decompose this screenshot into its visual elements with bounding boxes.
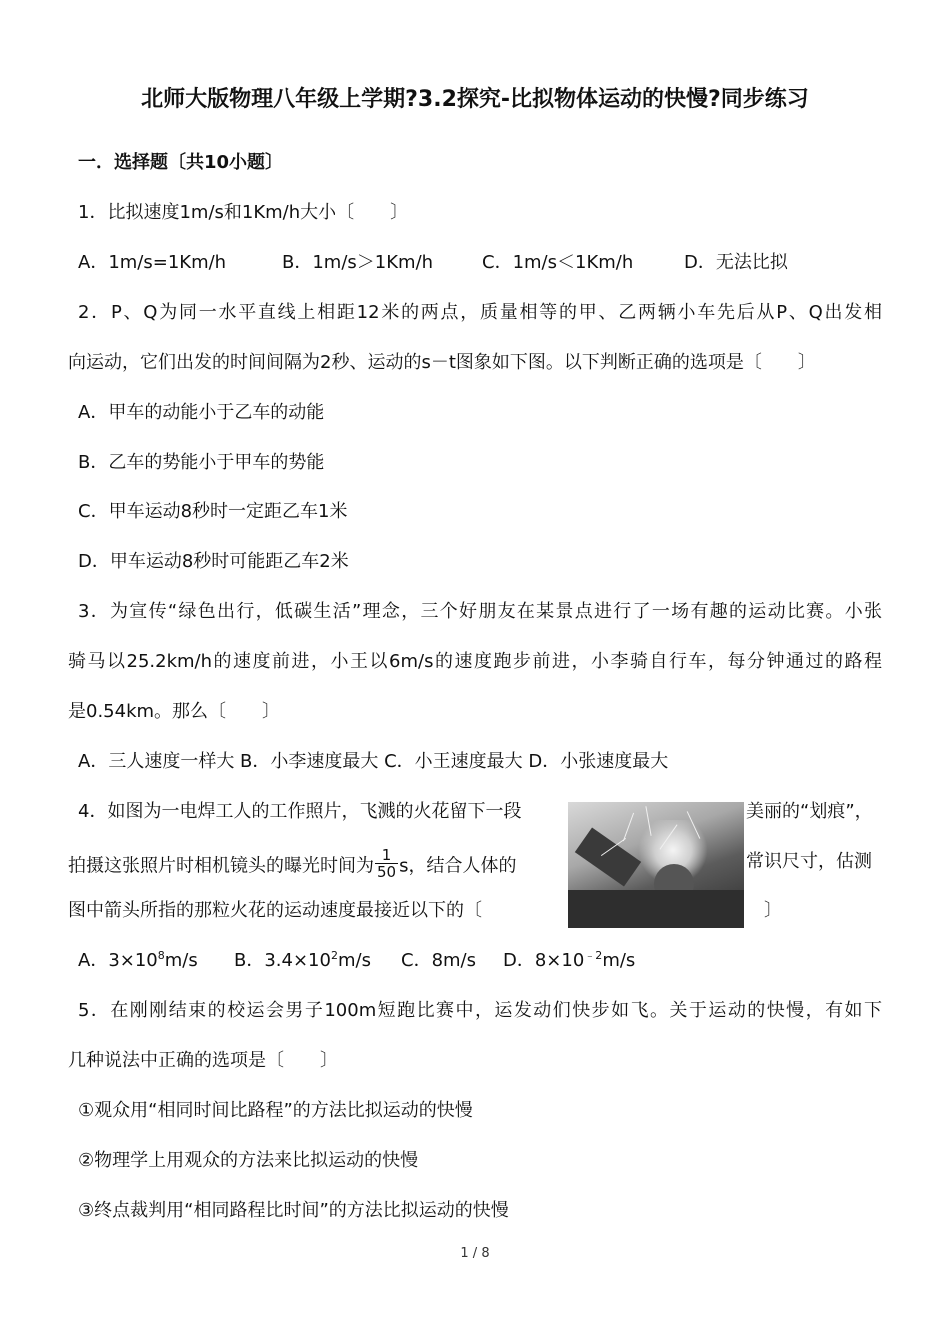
question-4-line-2-left <box>68 846 517 883</box>
question-4-line-1-left: 4．如图为一电焊工人的工作照片，飞溅的火花留下一段 <box>78 801 522 822</box>
q1-option-c: C．1m/s＜1Km/h <box>482 252 634 273</box>
question-4-line-2-right: 常识尺寸，估测 <box>746 851 872 872</box>
q5-statement-3: ③终点裁判用“相同路程比时间”的方法比拟运动的快慢 <box>78 1200 509 1221</box>
q2-option-a: A．甲车的动能小于乙车的动能 <box>78 402 325 423</box>
section-heading: 一．选择题〔共10小题〕 <box>78 152 284 173</box>
question-4-options <box>78 949 635 973</box>
question-1-options <box>78 251 788 275</box>
q4-combine-text: s，结合人体的 <box>399 855 517 877</box>
question-3-options: A．三人速度一样大 B．小李速度最大 C．小王速度最大 D．小张速度最大 <box>78 751 669 772</box>
question-3-stem-line-2: 骑马以25.2km/h的速度前进，小王以6m/s的速度跑步前进，小李骑自行车，每分钟通过的路程 <box>68 651 882 672</box>
q2-option-c: C．甲车运动8秒时一定距乙车1米 <box>78 501 348 522</box>
question-4-line-1-right: 美丽的“划痕”， <box>746 801 873 822</box>
fraction-numerator: 1 <box>375 847 398 864</box>
q5-statement-1: ①观众用“相同时间比路程”的方法比拟运动的快慢 <box>78 1100 473 1121</box>
question-3-stem-line-3: 是0.54km。那么〔 〕 <box>68 701 281 722</box>
q1-option-d: D．无法比拟 <box>684 252 788 273</box>
question-2-stem-line-2: 向运动，它们出发的时间间隔为2秒、运动的s－t图象如下图。以下判断正确的选项是〔 〕 <box>68 352 816 373</box>
q2-option-d: D．甲车运动8秒时可能距乙车2米 <box>78 551 349 572</box>
question-5-stem-line-2: 几种说法中正确的选项是〔 〕 <box>68 1050 338 1071</box>
question-3-stem-line-1: 3．为宣传“绿色出行，低碳生活”理念，三个好朋友在某景点进行了一场有趣的运动比赛。小张 <box>78 601 882 622</box>
fraction-denominator: 50 <box>377 863 397 881</box>
question-4-line-3-left: 图中箭头所指的那粒火花的运动速度最接近以下的〔 <box>68 900 482 921</box>
q4-exposure-text: 拍摄这张照片时相机镜头的曝光时间为 <box>68 855 374 877</box>
q4-option-d: D．$8\times 10^{﹣2}m/s$ <box>503 949 636 971</box>
q4-option-a: A．$3\times 10^8m/s$ <box>78 949 198 971</box>
q5-statement-2: ②物理学上用观众的方法来比拟运动的快慢 <box>78 1150 419 1171</box>
q2-option-b: B．乙车的势能小于甲车的势能 <box>78 452 325 473</box>
exposure-fraction <box>375 847 398 880</box>
question-4-line-3-right: 〕 <box>764 900 782 921</box>
q4-option-b: B．$3.4\times 10^2m/s$ <box>234 949 371 971</box>
q1-option-b: B．1m/s＞1Km/h <box>282 252 434 273</box>
document-title: 北师大版物理八年级上学期?3.2探究-比拟物体运动的快慢?同步练习 <box>141 87 809 112</box>
question-5-stem-line-1: 5．在刚刚结束的校运会男子100m短跑比赛中，运发动们快步如飞。关于运动的快慢，有如下 <box>78 1000 882 1021</box>
welder-photo <box>568 802 744 928</box>
question-2-stem-line-1: 2．P、Q为同一水平直线上相距12米的两点，质量相等的甲、乙两辆小车先后从P、Q出发相 <box>78 302 882 323</box>
q1-option-a: A．1m/s=1Km/h <box>78 252 227 273</box>
q4-option-c: C．8m/s <box>401 950 476 971</box>
question-1-stem: 1．比拟速度1m/s和1Km/h大小〔 〕 <box>78 202 409 223</box>
page-number: 1 / 8 <box>460 1246 490 1261</box>
